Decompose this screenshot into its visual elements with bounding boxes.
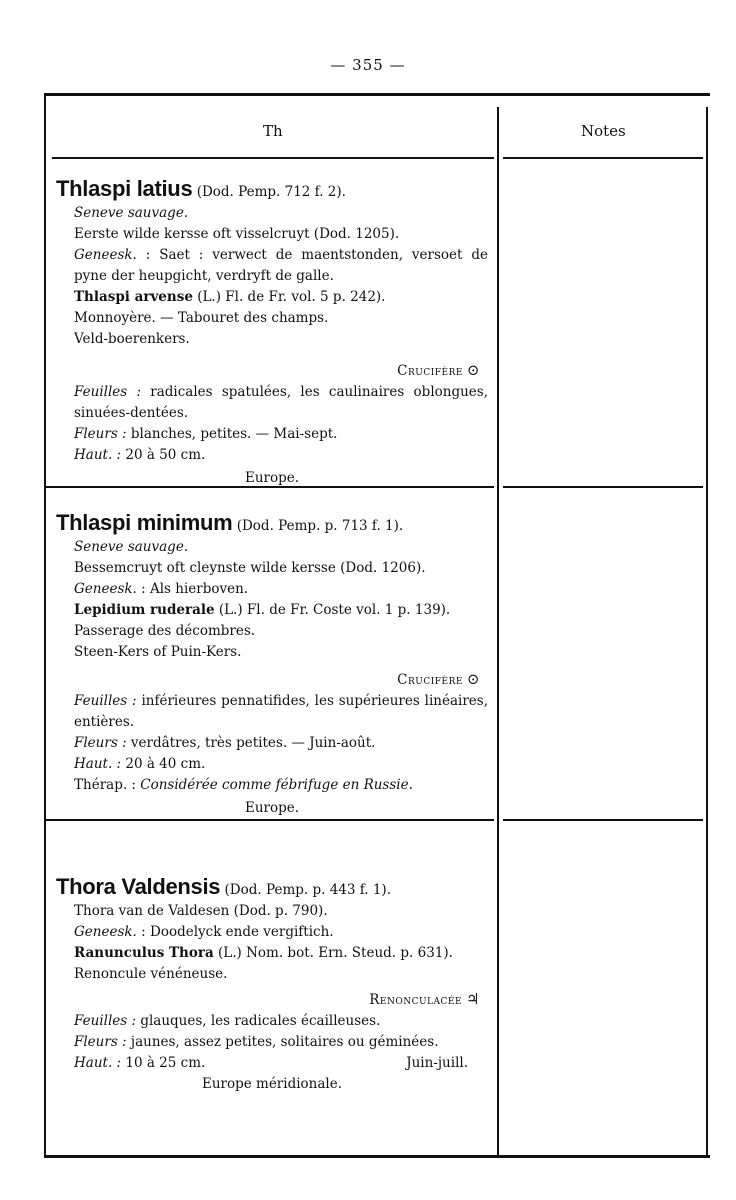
height-description [56, 445, 488, 466]
species-name: Thora Valdensis [56, 874, 221, 899]
linnaean-name [56, 287, 488, 308]
leaves-text: inférieures pennatifides, les supérieures linéaires, entières. [74, 693, 489, 730]
family-name: Crucifère [397, 363, 463, 379]
vernacular-name: Veld-boerenkers. [74, 331, 190, 347]
header-rule [52, 157, 494, 159]
therapeutic-note [56, 775, 488, 796]
plant-family [56, 360, 488, 382]
height-text: 20 à 50 cm. [121, 447, 206, 463]
flowers-description [56, 1032, 488, 1053]
leaves-text: radicales spatulées, les caulinaires oblongues, sinuées-dentées. [74, 384, 488, 421]
medicinal-text: : Doodelyck ende vergiftich. [136, 924, 334, 940]
medicinal-text: : Als hierboven. [136, 581, 249, 597]
height-label: Haut. : [74, 756, 122, 772]
header-notes: Notes [581, 122, 626, 140]
annual-symbol-icon: ⊙ [466, 670, 480, 688]
linnaean-ref: (L.) Fl. de Fr. vol. 5 p. 242). [192, 289, 386, 305]
leaves-description [74, 691, 488, 733]
entry-separator-notes [503, 486, 703, 488]
leaves-description [56, 1011, 488, 1032]
entry-title [56, 512, 488, 537]
leaves-description [74, 382, 488, 424]
french-name: Renoncule vénéneuse. [74, 966, 228, 982]
dutch-name: Thora van de Valdesen (Dod. p. 790). [74, 903, 328, 919]
species-name: Thlaspi minimum [56, 510, 233, 535]
region: Europe. [244, 470, 300, 486]
entry-separator [46, 819, 494, 821]
entry-title [56, 178, 488, 203]
entry-thora-valdensis [56, 876, 488, 1095]
species-reference: (Dod. Pemp. p. 443 f. 1). [224, 882, 391, 898]
vernacular-name: Steen-Kers of Puin-Kers. [74, 644, 242, 660]
entry-separator [46, 486, 494, 488]
linnaean-bold: Ranunculus Thora [74, 945, 214, 961]
flowers-text: verdâtres, très petites. — Juin-août. [126, 735, 376, 751]
common-name: Seneve sauvage. [74, 539, 189, 555]
height-description [56, 754, 488, 775]
region: Europe méridionale. [201, 1076, 343, 1092]
height-description [56, 1053, 488, 1074]
flowers-description [56, 733, 488, 754]
linnaean-ref: (L.) Fl. de Fr. Coste vol. 1 p. 139). [214, 602, 451, 618]
linnaean-name [56, 943, 488, 964]
family-name: Renonculacée [369, 992, 463, 1008]
family-name: Crucifère [397, 672, 463, 688]
flowers-text: blanches, petites. — Mai-sept. [126, 426, 338, 442]
entry-thlaspi-latius [56, 178, 488, 489]
medicinal-use [56, 922, 488, 943]
medicinal-label: Geneesk. [74, 581, 137, 597]
linnaean-ref: (L.) Nom. bot. Ern. Steud. p. 631). [213, 945, 453, 961]
flowering-season: Juin-juill. [406, 1055, 468, 1071]
flowers-label: Fleurs : [74, 735, 127, 751]
plant-family [56, 669, 488, 691]
leaves-label: Feuilles : [74, 384, 142, 400]
therapeutic-text: Considérée comme fébrifuge en Russie. [140, 777, 413, 793]
height-text: 10 à 25 cm. [121, 1055, 206, 1071]
entry-separator-notes [503, 819, 703, 821]
linnaean-bold: Thlaspi arvense [74, 289, 193, 305]
flowers-description [56, 424, 488, 445]
linnaean-name [56, 600, 488, 621]
perennial-symbol-icon: ♃ [466, 990, 480, 1008]
flowers-label: Fleurs : [74, 1034, 127, 1050]
dutch-name: Eerste wilde kersse oft visselcruyt (Dod. 1205). [74, 226, 400, 242]
height-label: Haut. : [74, 1055, 122, 1071]
flowers-text: jaunes, assez petites, solitaires ou géminées. [126, 1034, 439, 1050]
french-name: Passerage des décombres. [74, 623, 256, 639]
species-reference: (Dod. Pemp. p. 713 f. 1). [236, 518, 404, 534]
dutch-name: Bessemcruyt oft cleynste wilde kersse (Dod. 1206). [74, 560, 426, 576]
height-text: 20 à 40 cm. [121, 756, 206, 772]
header-rule-notes [503, 157, 703, 159]
medicinal-text: : Saet : verwect de maentstonden, versoet de pyne der heupgicht, verdryft de galle. [74, 247, 488, 284]
region: Europe. [244, 800, 300, 816]
entry-thlaspi-minimum [56, 512, 488, 819]
leaves-label: Feuilles : [74, 693, 137, 709]
page-number: — 355 — [330, 56, 406, 74]
leaves-text: glauques, les radicales écailleuses. [136, 1013, 381, 1029]
common-name: Seneve sauvage. [74, 205, 189, 221]
entry-title [56, 876, 488, 901]
species-name: Thlaspi latius [56, 176, 193, 201]
medicinal-use [74, 245, 488, 287]
plant-family [56, 989, 488, 1011]
leaves-label: Feuilles : [74, 1013, 137, 1029]
height-group [74, 1053, 205, 1074]
header-th: Th [263, 122, 283, 140]
column-divider [497, 107, 499, 1155]
medicinal-use [56, 579, 488, 600]
species-reference: (Dod. Pemp. 712 f. 2). [196, 184, 346, 200]
height-label: Haut. : [74, 447, 122, 463]
linnaean-bold: Lepidium ruderale [74, 602, 215, 618]
annual-symbol-icon: ⊙ [466, 361, 480, 379]
therapeutic-label: Thérap. : [74, 777, 136, 793]
french-name: Monnoyère. — Tabouret des champs. [74, 310, 329, 326]
medicinal-label: Geneesk. [74, 247, 137, 263]
right-border [706, 107, 708, 1155]
flowers-label: Fleurs : [74, 426, 127, 442]
medicinal-label: Geneesk. [74, 924, 137, 940]
